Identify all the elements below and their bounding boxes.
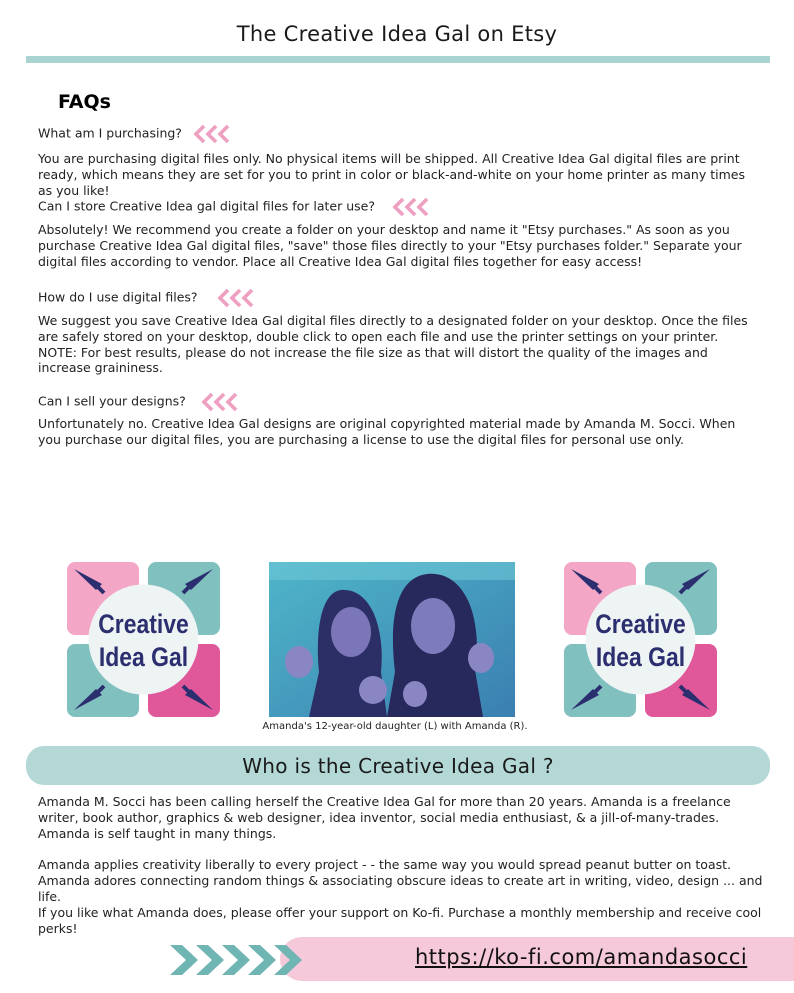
who-section-header (26, 746, 770, 785)
faq-answer-4 (38, 416, 762, 448)
faq-question-2 (38, 197, 437, 217)
faq-question-4 (38, 392, 246, 412)
pink-arrows-icon (216, 288, 262, 308)
faq-answer-1 (38, 151, 762, 198)
faq-question-3 (38, 288, 262, 308)
logo-text-line2: Idea Gal (98, 642, 189, 673)
bio-text: Amanda M. Socci has been calling herself the Creative Idea Gal for more than 20 years. Amanda is a freelance writer, book author, graphics & web designer, idea inventor, social media enthusiast, & a jill-of-many-trades. Amanda is self taught in many things. (38, 794, 731, 841)
creative-idea-gal-logo-left (67, 562, 220, 717)
faq-question-1 (38, 124, 238, 144)
logo-text-line1: Creative (98, 609, 189, 640)
faq-question-text: Can I store Creative Idea gal digital files for later use? (38, 198, 375, 214)
bio-paragraph-2 (38, 857, 764, 905)
faq-answer-text: Unfortunately no. Creative Idea Gal designs are original copyrighted material made by Amanda M. Socci. When you purchase our digital files, you are purchasing a license to use the digital files for personal use only. (38, 416, 736, 447)
who-section-title: Who is the Creative Idea Gal ? (242, 753, 554, 778)
photo-amanda-and-daughter (269, 562, 515, 717)
pink-arrows-icon (200, 392, 246, 412)
faq-answer-text: Absolutely! We recommend you create a folder on your desktop and name it "Etsy purchases." As soon as you purchase Creative Idea Gal digital files, "save" those files directly to your "Etsy purchases folder." Separate your digital files according to vendor. Place all Creative Idea Gal digital files together for easy access! (38, 222, 742, 269)
logo-text-line2: Idea Gal (595, 642, 686, 673)
faq-answer-text: You are purchasing digital files only. No physical items will be shipped. All Creative Idea Gal digital files are print ready, which means they are set for you to print in color or black-and-white on your home printer as many times as you like! (38, 151, 745, 198)
bio-text: Amanda applies creativity liberally to every project - - the same way you would spread peanut butter on toast. Amanda adores connecting random things & associating obscure ideas to create art in writing, video, design ... and life. (38, 857, 763, 904)
faq-note-text: NOTE: For best results, please do not increase the file size as that will distort the quality of the images and increase graininess. (38, 344, 708, 376)
faq-question-text: How do I use digital files? (38, 289, 198, 305)
header-divider (26, 56, 770, 63)
faq-answer-3 (38, 313, 762, 376)
pink-arrows-icon (391, 197, 437, 217)
faq-answer-text: We suggest you save Creative Idea Gal digital files directly to a designated folder on your desktop. Once the files are safely stored on your desktop, double click to open each file and use the printer settings on your printer. (38, 313, 748, 344)
creative-idea-gal-logo-right (564, 562, 717, 717)
photo-caption: Amanda's 12-year-old daughter (L) with Amanda (R). (262, 721, 528, 732)
teal-chevrons-icon (170, 943, 320, 981)
faq-question-text: Can I sell your designs? (38, 393, 186, 409)
logo-text-line1: Creative (595, 609, 686, 640)
page-title: The Creative Idea Gal on Etsy (236, 22, 558, 46)
kofi-link[interactable]: https://ko-fi.com/amandasocci (415, 945, 748, 969)
faq-heading: FAQs (58, 91, 111, 113)
bio-paragraph-1 (38, 794, 764, 842)
bio-text: If you like what Amanda does, please offer your support on Ko-fi. Purchase a monthly membership and receive cool perks! (38, 905, 762, 936)
faq-question-text: What am I purchasing? (38, 125, 182, 141)
pink-arrows-icon (192, 124, 238, 144)
bio-paragraph-3 (38, 905, 764, 937)
faq-answer-2 (38, 222, 762, 269)
